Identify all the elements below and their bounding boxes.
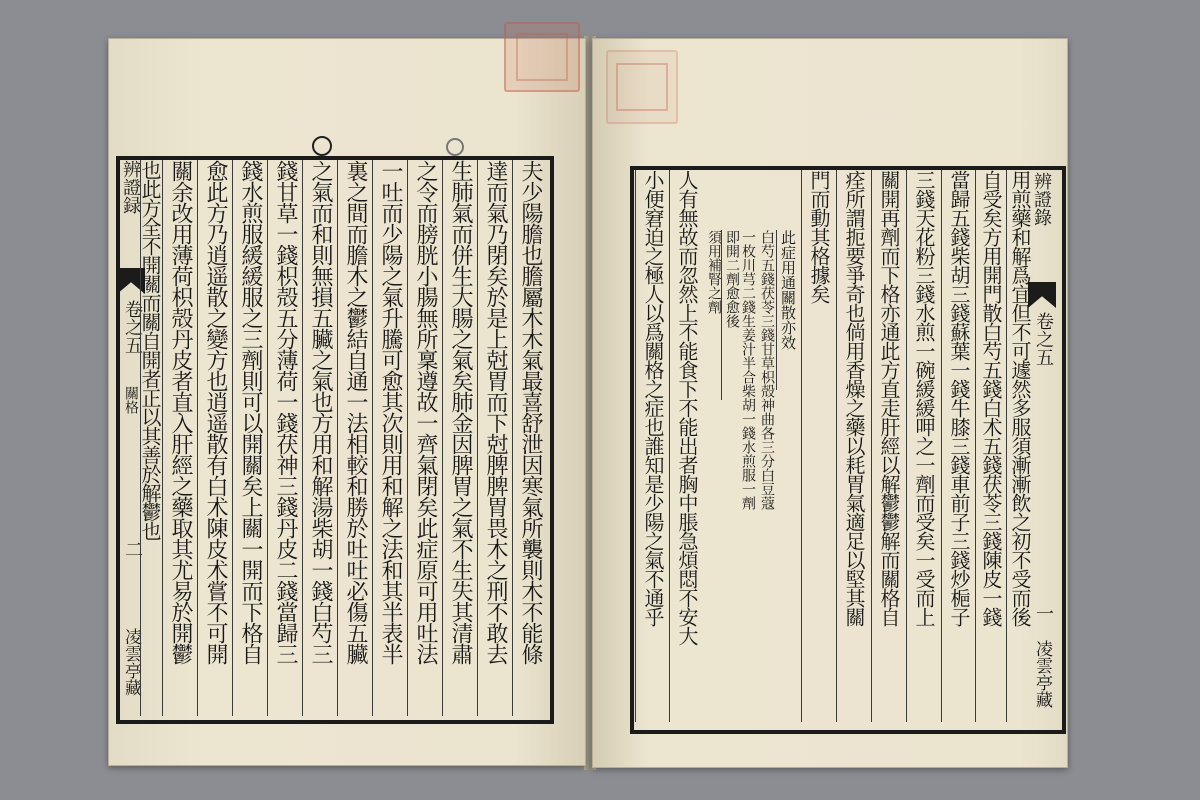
left-margin-title: 辨證録 xyxy=(120,160,141,214)
left-margin-house: 凌雲亭藏 xyxy=(121,628,141,696)
left-text-column: 愈此方乃逍遥散之變方也逍遥散有白术陳皮术嘗不可開 xyxy=(197,160,231,716)
left-text-column: 也此方全不開關而關自開者正以其善於解鬱也 xyxy=(140,160,161,716)
right-text-column: 關開再劑而下格亦通此方直走肝經以解鬱鬱解而關格自 xyxy=(871,170,905,722)
punctuation-circle-mark xyxy=(312,136,332,156)
right-margin-volume: 卷之五 xyxy=(1033,312,1054,366)
left-text-column: 夫少陽膽也膽屬木木氣最喜舒泄因寒氣所襲則木不能條 xyxy=(512,160,546,716)
note-column: 一枚川芎二錢生姜汁半合柴胡一錢水煎服一劑 xyxy=(740,230,756,510)
right-text-column: 當歸五錢柴胡三錢蘇葉一錢牛膝三錢車前子三錢炒梔子 xyxy=(941,170,975,722)
left-margin-folio: 二 xyxy=(122,540,143,558)
note-heading: 此症用通關散亦效 xyxy=(776,230,799,390)
note-column: 即開二劑愈愈後 xyxy=(721,230,740,400)
left-text-column: 錢甘草一錢枳殻五分薄荷一錢茯神三錢丹皮二錢當歸三 xyxy=(267,160,301,716)
left-margin-section: 關格 xyxy=(123,386,139,414)
right-text-column: 自受矣方用開門散白芍五錢白术五錢茯苓三錢陳皮一錢 xyxy=(975,170,1006,722)
right-margin-title: 辨證錄 xyxy=(1031,172,1052,226)
left-text-column: 錢水煎服緩緩服之三劑則可以開關矣上關一開而下格自 xyxy=(232,160,266,716)
left-text-column: 裏之間而膽木之鬱結自通一法相較和勝於吐吐必傷五臟 xyxy=(337,160,371,716)
right-text-column: 三錢天花粉三錢水煎一碗緩緩呷之一劑而受矣一受而上 xyxy=(906,170,940,722)
left-text-column: 生肺氣而併生大腸之氣矣肺金因脾胃之氣不生失其清肅 xyxy=(442,160,476,716)
left-text-column: 達而氣乃閉矣於是上尅胃而下尅脾脾胃畏木之刑不敢去 xyxy=(477,160,511,716)
right-text-column: 小便窘迫之極人以爲關格之症也誰知是少陽之氣不通乎 xyxy=(635,170,669,722)
right-text-column: 人有無故而忽然上不能食下不能出者胸中脹急煩悶不安大 xyxy=(669,170,703,722)
right-text-column: 痊所謂扼要爭奇也倘用香燥之藥以耗胃氣適足以堅其關 xyxy=(836,170,870,722)
left-text-column: 一吐而少陽之氣升騰可愈其次則用和解之法和其半表半 xyxy=(372,160,406,716)
left-text-column: 之氣而和則無損五臟之氣也方用和解湯柴胡一錢白芍三 xyxy=(302,160,336,716)
right-text-column: 門而動其格據矣 xyxy=(801,170,835,722)
note-column: 白芍五錢茯苓三錢甘草枳殻神曲各三分白豆蔻 xyxy=(759,230,775,510)
right-text-column: 用煎藥和解爲宜但不可遽然多服須漸漸飲之初不受而後 xyxy=(1006,170,1033,722)
right-margin-folio: 一 xyxy=(1033,604,1054,622)
red-seal-stamp xyxy=(504,22,580,92)
faint-circle-mark xyxy=(446,138,464,156)
note-column: 須用補腎之劑 xyxy=(706,230,722,314)
right-margin-house: 凌雲亭藏 xyxy=(1032,640,1052,708)
faded-seal-stamp xyxy=(606,50,678,124)
left-text-column: 之令而膀胱小腸無所稟遵故一齊氣閉矣此症原可用吐法 xyxy=(407,160,441,716)
left-text-column: 關余改用薄荷枳殻丹皮者直入肝經之藥取其尤易於開鬱 xyxy=(162,160,196,716)
left-margin-volume: 卷之五 xyxy=(122,300,143,354)
